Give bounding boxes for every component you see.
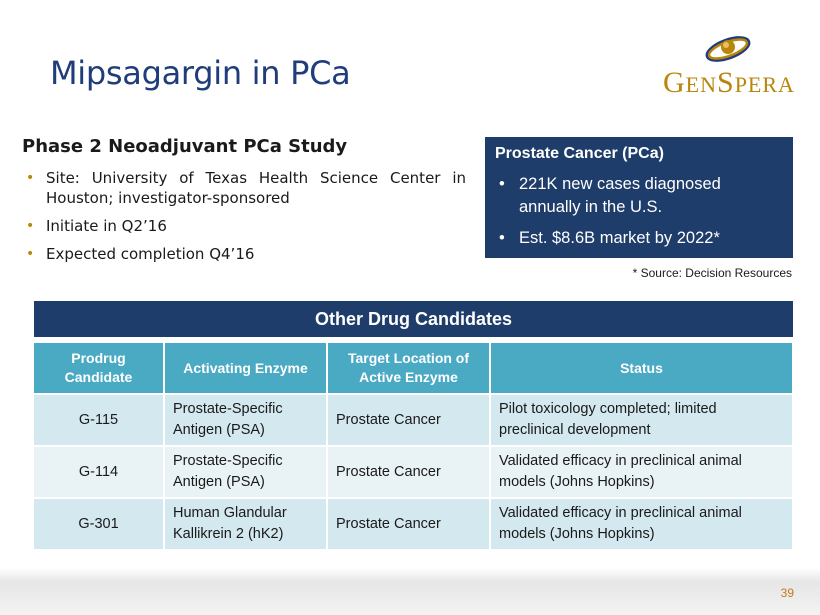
study-bullet: • Expected completion Q4’16: [46, 244, 466, 264]
table-cell: Validated efficacy in preclinical animal models (Johns Hopkins): [490, 498, 793, 550]
table-cell: Validated efficacy in preclinical animal models (Johns Hopkins): [490, 446, 793, 498]
table-row: [34, 498, 793, 550]
drug-candidates-table: [34, 343, 794, 551]
pca-info-box: [485, 137, 793, 258]
footer-bar: [0, 568, 820, 615]
study-bullet: • Initiate in Q2’16: [46, 216, 466, 236]
logo-letters-pera: PERA: [734, 72, 795, 97]
pca-bullet: • 221K new cases diagnosed annually in the U.S.: [495, 173, 783, 219]
table-row: [34, 446, 793, 498]
column-header: Activating Enzyme: [164, 343, 327, 394]
column-header: Prodrug Candidate: [34, 343, 164, 394]
table-cell: Prostate Cancer: [327, 394, 490, 446]
study-bullet-list: [46, 168, 466, 272]
table-cell: Prostate Cancer: [327, 446, 490, 498]
pca-bullet-list: [495, 173, 783, 250]
table-cell: G-301: [34, 498, 164, 550]
genspera-logo: [658, 32, 808, 100]
table-cell: G-114: [34, 446, 164, 498]
table-header-row: [34, 343, 793, 394]
logo-letters-en: EN: [685, 72, 717, 97]
logo-letter-g: G: [663, 66, 686, 99]
table-cell: Prostate Cancer: [327, 498, 490, 550]
study-heading: Phase 2 Neoadjuvant PCa Study: [22, 136, 348, 157]
table-cell: Prostate-Specific Antigen (PSA): [164, 446, 327, 498]
pca-bullet: • Est. $8.6B market by 2022*: [495, 227, 783, 250]
table-cell: G-115: [34, 394, 164, 446]
table-cell: Human Glandular Kallikrein 2 (hK2): [164, 498, 327, 550]
source-note: * Source: Decision Resources: [632, 266, 792, 280]
pca-box-title: Prostate Cancer (PCa): [495, 145, 664, 162]
slide-title: Mipsagargin in PCa: [50, 54, 351, 92]
logo-letter-s: S: [717, 66, 735, 99]
table-row: [34, 394, 793, 446]
column-header: Status: [490, 343, 793, 394]
table-banner: Other Drug Candidates: [34, 301, 793, 337]
column-header: Target Location of Active Enzyme: [327, 343, 490, 394]
table-cell: Prostate-Specific Antigen (PSA): [164, 394, 327, 446]
table-cell: Pilot toxicology completed; limited preclinical development: [490, 394, 793, 446]
orbit-logo-icon: [702, 32, 754, 66]
study-bullet: • Site: University of Texas Health Science Center in Houston; investigator-sponsored: [46, 168, 466, 208]
page-number: 39: [780, 586, 794, 600]
